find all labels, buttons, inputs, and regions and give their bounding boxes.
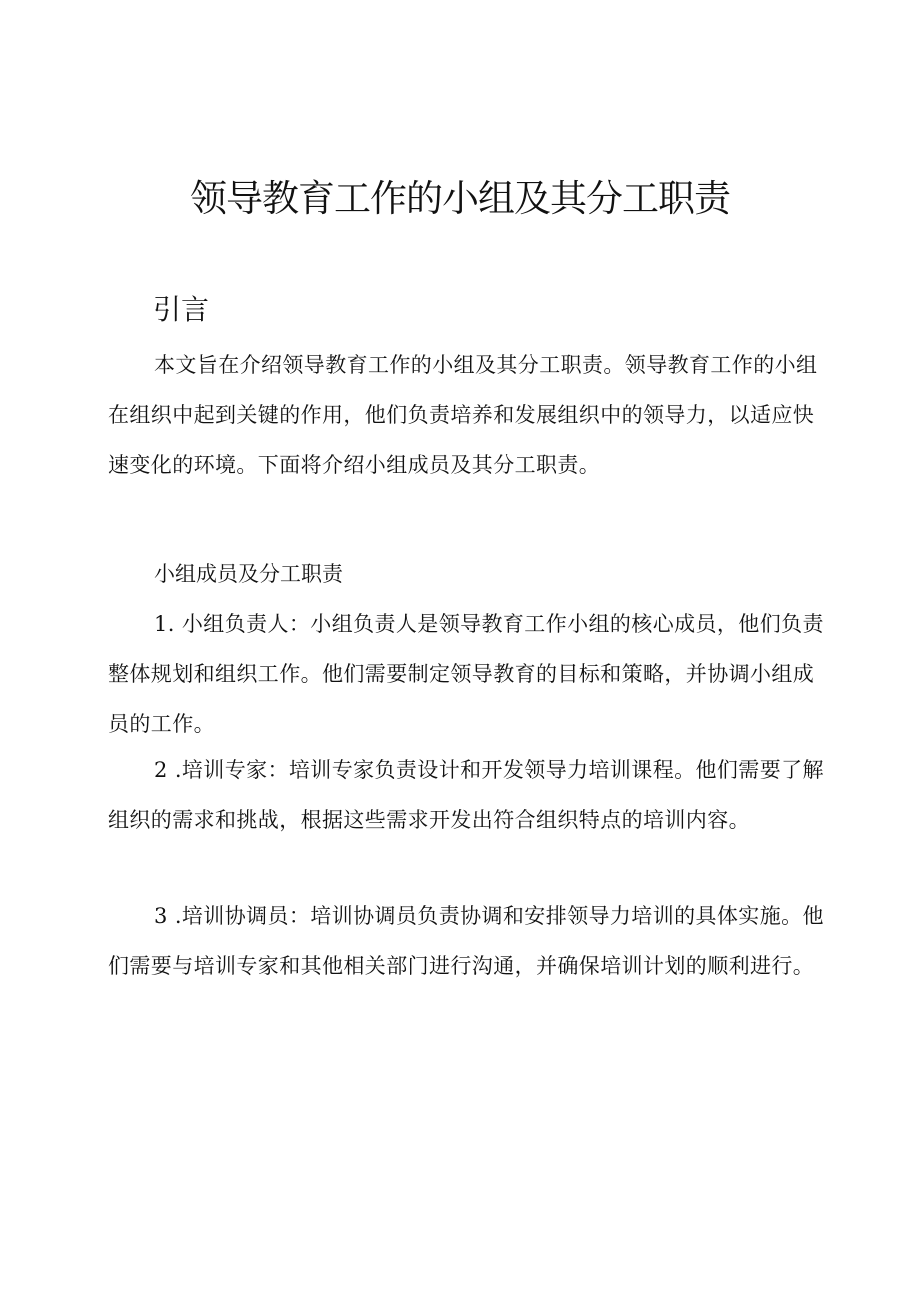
member-item-trainer: 2 .培训专家：培训专家负责设计和开发领导力培训课程。他们需要了解组织的需求和挑战，根据这些需求开发出符合组织特点的培训内容。 <box>108 758 824 832</box>
members-heading: 小组成员及分工职责 <box>154 562 343 586</box>
intro-heading: 引言 <box>153 293 210 326</box>
member-item-coordinator: 3 .培训协调员：培训协调员负责协调和安排领导力培训的具体实施。他们需要与培训专家和其他相关部门进行沟通，并确保培训计划的顺利进行。 <box>108 904 824 978</box>
document-title: 领导教育工作的小组及其分工职责 <box>190 177 730 220</box>
intro-paragraph: 本文旨在介绍领导教育工作的小组及其分工职责。领导教育工作的小组在组织中起到关键的作用，他们负责培养和发展组织中的领导力，以适应快速变化的环境。下面将介绍小组成员及其分工职责。 <box>108 353 818 477</box>
member-item-leader: 1. 小组负责人：小组负责人是领导教育工作小组的核心成员，他们负责整体规划和组织工作。他们需要制定领导教育的目标和策略，并协调小组成员的工作。 <box>108 612 824 736</box>
